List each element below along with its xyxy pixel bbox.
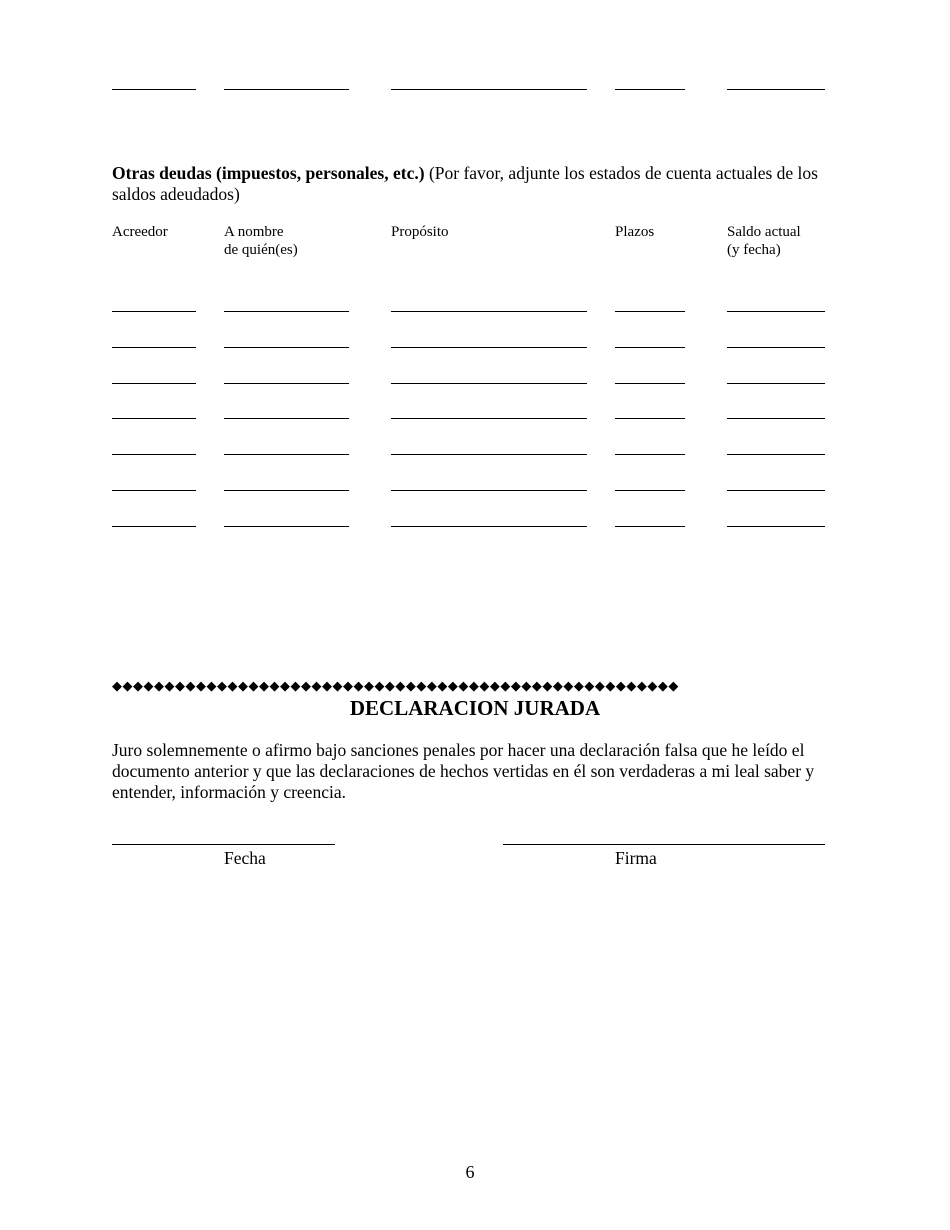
declaration-title: DECLARACION JURADA — [349, 696, 601, 720]
blank-line[interactable] — [391, 383, 587, 384]
blank-line[interactable] — [224, 89, 349, 90]
blank-line[interactable] — [112, 490, 196, 491]
blank-line[interactable] — [615, 383, 685, 384]
blank-line[interactable] — [112, 383, 196, 384]
date-line[interactable] — [112, 844, 335, 845]
blank-line[interactable] — [391, 454, 587, 455]
blank-line[interactable] — [727, 311, 825, 312]
blank-line[interactable] — [615, 526, 685, 527]
blank-line[interactable] — [224, 418, 349, 419]
blank-line[interactable] — [727, 490, 825, 491]
column-header-saldo: Saldo actual (y fecha) — [727, 224, 801, 258]
blank-line[interactable] — [224, 490, 349, 491]
blank-line[interactable] — [391, 490, 587, 491]
blank-line[interactable] — [224, 311, 349, 312]
blank-line[interactable] — [112, 89, 196, 90]
blank-line[interactable] — [391, 347, 587, 348]
signature-label: Firma — [615, 848, 657, 868]
column-header-acreedor: Acreedor — [112, 224, 168, 240]
blank-line[interactable] — [727, 347, 825, 348]
blank-line[interactable] — [615, 89, 685, 90]
blank-line[interactable] — [615, 454, 685, 455]
section-title-bold: Otras deudas (impuestos, personales, etc.) — [112, 163, 425, 183]
blank-line[interactable] — [391, 311, 587, 312]
date-label: Fecha — [224, 848, 266, 868]
blank-line[interactable] — [391, 526, 587, 527]
section-heading — [112, 163, 842, 205]
diamond-ornament: ◆◆◆◆◆◆◆◆◆◆◆◆◆◆◆◆◆◆◆◆◆◆◆◆◆◆◆◆◆◆◆◆◆◆◆◆◆◆◆◆◆◆◆◆◆◆◆◆◆◆◆◆◆◆ — [112, 678, 679, 693]
column-header-a-nombre: A nombre de quién(es) — [224, 224, 298, 258]
declaration-text: Juro solemnemente o afirmo bajo sanciones penales por hacer una declaración falsa que he leído el documento anterior y que las declaraciones de hechos vertidas en él son verdaderas a mi leal saber y entender, información y creencia. — [112, 740, 815, 802]
blank-line[interactable] — [224, 347, 349, 348]
blank-line[interactable] — [615, 418, 685, 419]
blank-line[interactable] — [727, 89, 825, 90]
page-number: 6 — [465, 1162, 475, 1182]
blank-line[interactable] — [112, 418, 196, 419]
blank-line[interactable] — [224, 454, 349, 455]
blank-line[interactable] — [112, 454, 196, 455]
blank-line[interactable] — [391, 89, 587, 90]
blank-line[interactable] — [112, 311, 196, 312]
blank-line[interactable] — [112, 526, 196, 527]
blank-line[interactable] — [727, 526, 825, 527]
column-header-proposito: Propósito — [391, 224, 449, 240]
blank-line[interactable] — [615, 347, 685, 348]
blank-line[interactable] — [391, 418, 587, 419]
blank-line[interactable] — [615, 311, 685, 312]
blank-line[interactable] — [727, 454, 825, 455]
blank-line[interactable] — [224, 383, 349, 384]
blank-line[interactable] — [112, 347, 196, 348]
blank-line[interactable] — [615, 490, 685, 491]
blank-line[interactable] — [224, 526, 349, 527]
blank-line[interactable] — [727, 418, 825, 419]
signature-line[interactable] — [503, 844, 825, 845]
blank-line[interactable] — [727, 383, 825, 384]
column-header-plazos: Plazos — [615, 224, 655, 240]
section-title-note: (Por favor, adjunte los estados de cuenta actuales de los saldos adeudados) — [112, 163, 818, 204]
